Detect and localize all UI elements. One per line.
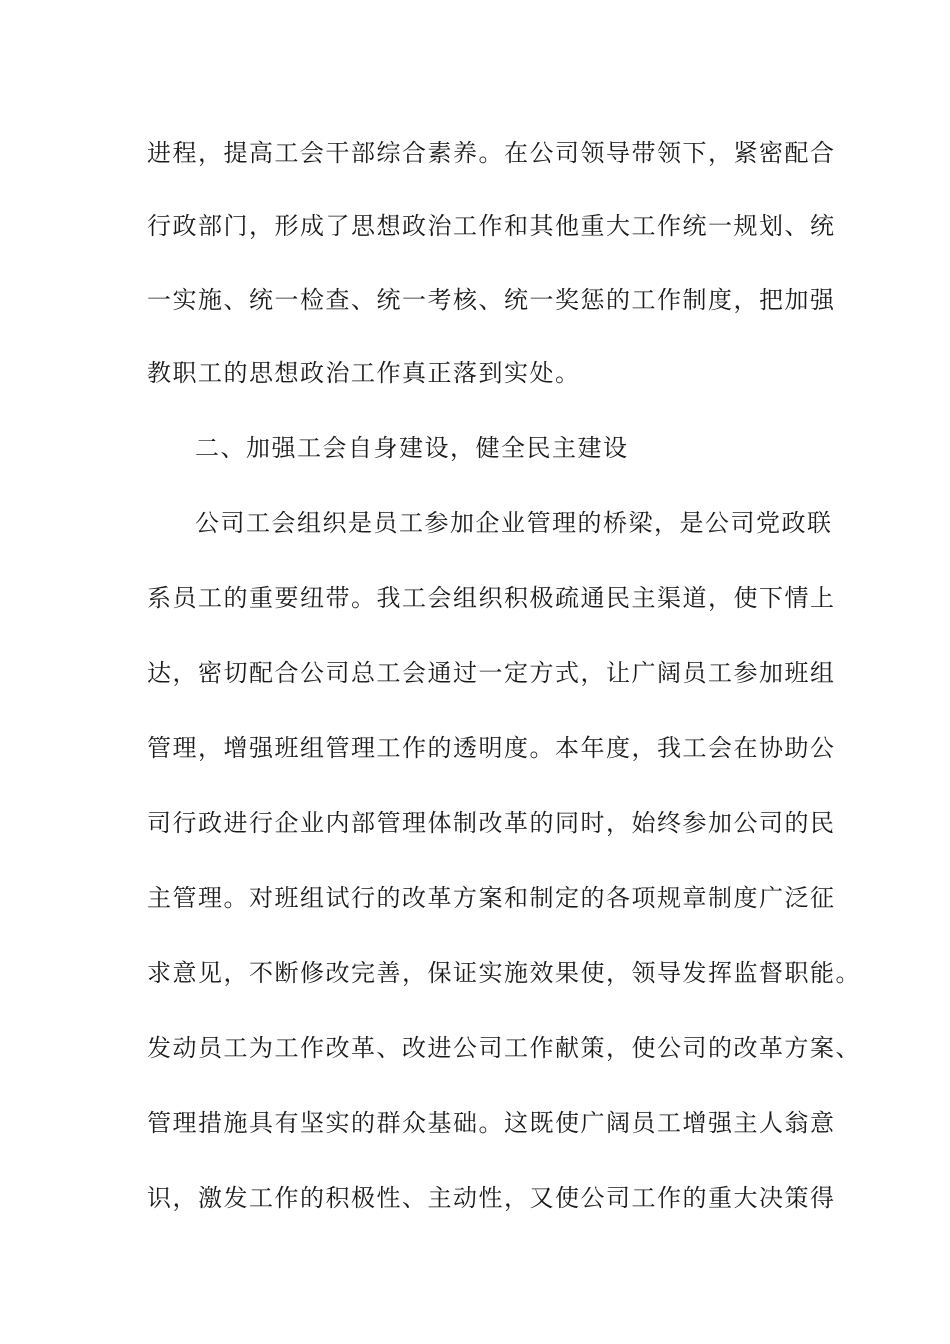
text-line-7: 系员工的重要纽带。我工会组织积极疏通民主渠道，使下情上 [147,584,836,612]
text-line-9: 管理，增强班组管理工作的透明度。本年度，我工会在协助公 [147,734,836,762]
text-line-4: 教职工的思想政治工作真正落到实处。 [147,359,581,387]
text-line-8: 达，密切配合公司总工会通过一定方式，让广阔员工参加班组 [147,659,836,687]
section-heading: 二、加强工会自身建设，健全民主建设 [195,434,629,462]
text-line-14: 管理措施具有坚实的群众基础。这既使广阔员工增强主人翁意 [147,1109,836,1137]
text-line-3: 一实施、统一检查、统一考核、统一奖惩的工作制度，把加强 [147,286,836,314]
text-line-15: 识，激发工作的积极性、主动性，又使公司工作的重大决策得 [147,1184,836,1212]
text-line-11: 主管理。对班组试行的改革方案和制定的各项规章制度广泛征 [147,884,836,912]
text-line-2: 行政部门，形成了思想政治工作和其他重大工作统一规划、统 [147,212,836,240]
paragraph-start-line: 公司工会组织是员工参加企业管理的桥梁，是公司党政联 [195,509,833,537]
text-line-13: 发动员工为工作改革、改进公司工作献策，使公司的改革方案、 [147,1034,861,1062]
text-line-1: 进程，提高工会干部综合素养。在公司领导带领下，紧密配合 [147,139,836,167]
text-line-12: 求意见，不断修改完善，保证实施效果使，领导发挥监督职能。 [147,959,861,987]
text-line-10: 司行政进行企业内部管理体制改革的同时，始终参加公司的民 [147,809,836,837]
